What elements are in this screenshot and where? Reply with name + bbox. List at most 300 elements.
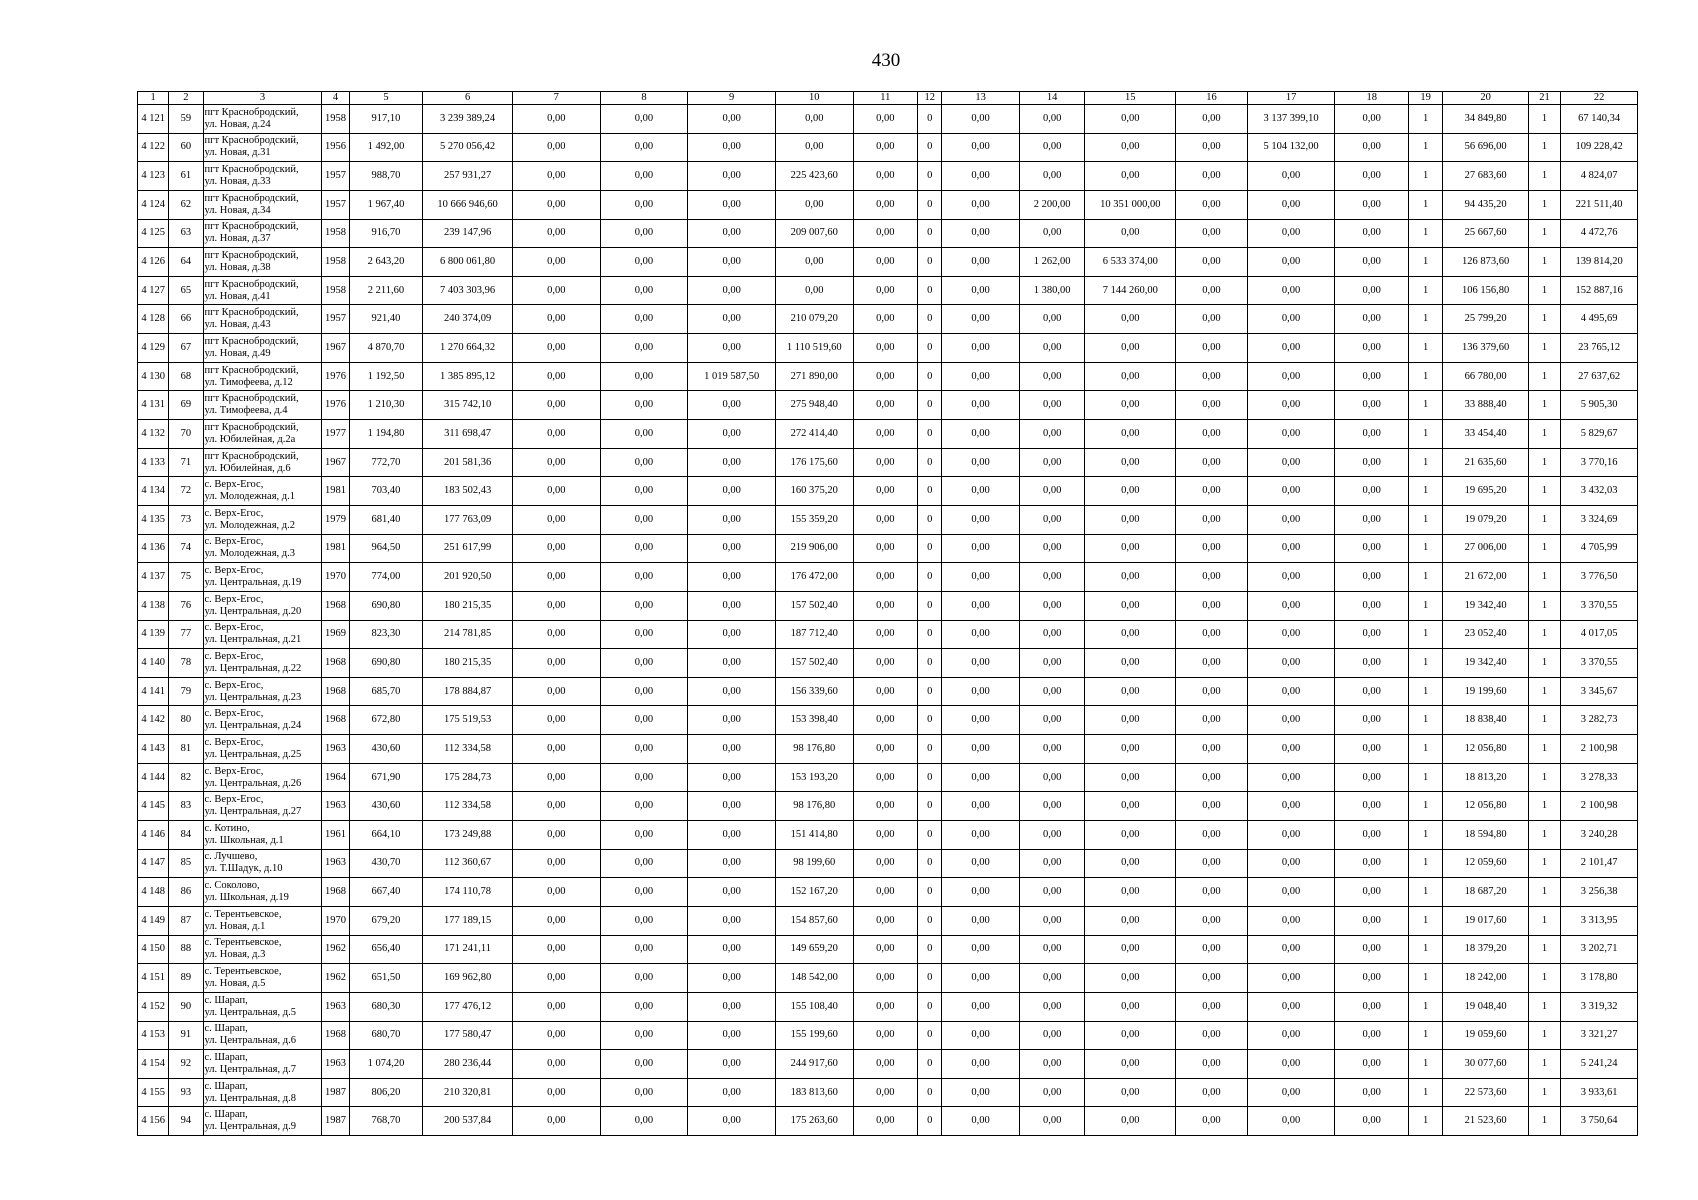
table-cell-col-16: 0,00 [1176, 792, 1248, 821]
table-cell-col-6: 177 476,12 [423, 992, 513, 1021]
table-cell-col-22: 221 511,40 [1561, 190, 1638, 219]
table-cell-col-8: 0,00 [600, 964, 688, 993]
table-row [138, 1050, 1638, 1079]
table-cell-col-18: 0,00 [1335, 162, 1409, 191]
table-cell-col-16: 0,00 [1176, 849, 1248, 878]
address-cell [203, 763, 322, 792]
address-line: с. Терентьевское, [204, 937, 282, 949]
table-cell-col-16: 0,00 [1176, 219, 1248, 248]
table-row [138, 878, 1638, 907]
table-cell-col-19: 1 [1408, 763, 1442, 792]
table-cell-col-20: 25 667,60 [1443, 219, 1529, 248]
table-cell-col-1: 4 151 [138, 964, 169, 993]
table-cell-col-9: 0,00 [688, 190, 776, 219]
table-cell-col-10: 98 176,80 [776, 735, 854, 764]
table-cell-col-19: 1 [1408, 706, 1442, 735]
table-cell-col-21: 1 [1528, 563, 1560, 592]
table-cell-col-12: 0 [918, 706, 942, 735]
table-cell-col-22: 3 319,32 [1561, 992, 1638, 1021]
table-cell-col-15: 0,00 [1085, 677, 1176, 706]
table-cell-col-18: 0,00 [1335, 420, 1409, 449]
address-line: с. Терентьевское, [204, 908, 282, 920]
table-cell-col-20: 34 849,80 [1443, 105, 1529, 134]
table-cell-col-4: 1958 [322, 276, 349, 305]
column-header-6: 6 [423, 92, 513, 105]
table-cell-col-10: 183 813,60 [776, 1078, 854, 1107]
table-cell-col-19: 1 [1408, 1107, 1442, 1136]
address-line: с. Верх-Егос, [204, 479, 264, 491]
table-cell-col-16: 0,00 [1176, 190, 1248, 219]
table-cell-col-9: 0,00 [688, 105, 776, 134]
table-cell-col-4: 1963 [322, 792, 349, 821]
table-cell-col-10: 152 167,20 [776, 878, 854, 907]
table-cell-col-17: 0,00 [1247, 735, 1335, 764]
table-cell-col-9: 0,00 [688, 563, 776, 592]
address-cell [203, 935, 322, 964]
table-cell-col-5: 964,50 [349, 534, 423, 563]
table-cell-col-1: 4 124 [138, 190, 169, 219]
table-cell-col-6: 175 519,53 [423, 706, 513, 735]
address-line: ул. Новая, д.24 [204, 118, 271, 130]
table-cell-col-18: 0,00 [1335, 906, 1409, 935]
column-header-11: 11 [853, 92, 918, 105]
address-cell [203, 992, 322, 1021]
table-cell-col-20: 136 379,60 [1443, 334, 1529, 363]
table-cell-col-8: 0,00 [600, 133, 688, 162]
table-cell-col-21: 1 [1528, 276, 1560, 305]
table-cell-col-4: 1976 [322, 362, 349, 391]
address-line: с. Верх-Егос, [204, 794, 264, 806]
table-cell-col-15: 0,00 [1085, 563, 1176, 592]
table-cell-col-12: 0 [918, 763, 942, 792]
table-cell-col-13: 0,00 [942, 162, 1020, 191]
table-cell-col-18: 0,00 [1335, 591, 1409, 620]
table-cell-col-7: 0,00 [512, 1107, 600, 1136]
table-cell-col-17: 0,00 [1247, 362, 1335, 391]
table-cell-col-4: 1976 [322, 391, 349, 420]
table-cell-col-17: 0,00 [1247, 391, 1335, 420]
address-cell [203, 906, 322, 935]
table-row [138, 1107, 1638, 1136]
table-cell-col-11: 0,00 [853, 821, 918, 850]
table-cell-col-19: 1 [1408, 649, 1442, 678]
table-cell-col-6: 201 920,50 [423, 563, 513, 592]
table-cell-col-18: 0,00 [1335, 477, 1409, 506]
table-cell-col-5: 921,40 [349, 305, 423, 334]
table-cell-col-7: 0,00 [512, 248, 600, 277]
table-cell-col-19: 1 [1408, 591, 1442, 620]
table-cell-col-16: 0,00 [1176, 964, 1248, 993]
address-cell [203, 248, 322, 277]
table-cell-col-21: 1 [1528, 620, 1560, 649]
table-cell-col-10: 272 414,40 [776, 420, 854, 449]
table-cell-col-9: 0,00 [688, 735, 776, 764]
table-cell-col-13: 0,00 [942, 420, 1020, 449]
table-cell-col-17: 0,00 [1247, 706, 1335, 735]
table-cell-col-2: 77 [169, 620, 203, 649]
table-row [138, 162, 1638, 191]
table-cell-col-10: 156 339,60 [776, 677, 854, 706]
address-cell [203, 162, 322, 191]
table-cell-col-20: 30 077,60 [1443, 1050, 1529, 1079]
table-cell-col-17: 0,00 [1247, 763, 1335, 792]
table-cell-col-14: 0,00 [1019, 849, 1085, 878]
table-cell-col-18: 0,00 [1335, 992, 1409, 1021]
table-cell-col-2: 64 [169, 248, 203, 277]
table-cell-col-16: 0,00 [1176, 1021, 1248, 1050]
table-cell-col-15: 0,00 [1085, 105, 1176, 134]
table-cell-col-4: 1981 [322, 534, 349, 563]
table-cell-col-20: 18 813,20 [1443, 763, 1529, 792]
table-cell-col-11: 0,00 [853, 448, 918, 477]
table-cell-col-1: 4 143 [138, 735, 169, 764]
address-line: с. Верх-Егос, [204, 679, 264, 691]
table-cell-col-16: 0,00 [1176, 362, 1248, 391]
table-cell-col-22: 109 228,42 [1561, 133, 1638, 162]
table-cell-col-11: 0,00 [853, 420, 918, 449]
table-cell-col-22: 3 933,61 [1561, 1078, 1638, 1107]
table-cell-col-6: 174 110,78 [423, 878, 513, 907]
table-cell-col-18: 0,00 [1335, 763, 1409, 792]
address-line: пгт Краснобродский, [204, 393, 299, 405]
table-cell-col-7: 0,00 [512, 505, 600, 534]
table-cell-col-21: 1 [1528, 1050, 1560, 1079]
table-cell-col-13: 0,00 [942, 591, 1020, 620]
table-cell-col-20: 19 342,40 [1443, 649, 1529, 678]
table-cell-col-2: 88 [169, 935, 203, 964]
table-cell-col-20: 23 052,40 [1443, 620, 1529, 649]
table-cell-col-15: 0,00 [1085, 420, 1176, 449]
table-cell-col-12: 0 [918, 878, 942, 907]
table-cell-col-20: 21 635,60 [1443, 448, 1529, 477]
table-cell-col-4: 1968 [322, 649, 349, 678]
table-row [138, 620, 1638, 649]
table-cell-col-14: 0,00 [1019, 162, 1085, 191]
table-cell-col-7: 0,00 [512, 190, 600, 219]
table-cell-col-13: 0,00 [942, 735, 1020, 764]
table-cell-col-15: 0,00 [1085, 534, 1176, 563]
address-line: с. Шарап, [204, 1023, 248, 1035]
table-row [138, 1021, 1638, 1050]
table-cell-col-15: 0,00 [1085, 133, 1176, 162]
table-row [138, 935, 1638, 964]
table-cell-col-20: 12 059,60 [1443, 849, 1529, 878]
table-cell-col-15: 0,00 [1085, 763, 1176, 792]
table-cell-col-7: 0,00 [512, 992, 600, 1021]
table-cell-col-4: 1962 [322, 964, 349, 993]
table-cell-col-19: 1 [1408, 505, 1442, 534]
table-cell-col-18: 0,00 [1335, 276, 1409, 305]
address-line: с. Терентьевское, [204, 966, 282, 978]
table-cell-col-7: 0,00 [512, 362, 600, 391]
table-cell-col-5: 671,90 [349, 763, 423, 792]
table-cell-col-18: 0,00 [1335, 534, 1409, 563]
table-cell-col-1: 4 121 [138, 105, 169, 134]
address-line: ул. Новая, д.1 [204, 920, 266, 932]
table-cell-col-22: 3 324,69 [1561, 505, 1638, 534]
table-cell-col-9: 0,00 [688, 620, 776, 649]
table-cell-col-15: 0,00 [1085, 448, 1176, 477]
table-cell-col-2: 66 [169, 305, 203, 334]
table-cell-col-9: 0,00 [688, 964, 776, 993]
table-cell-col-18: 0,00 [1335, 849, 1409, 878]
table-cell-col-18: 0,00 [1335, 821, 1409, 850]
table-row [138, 677, 1638, 706]
table-cell-col-22: 152 887,16 [1561, 276, 1638, 305]
table-cell-col-19: 1 [1408, 334, 1442, 363]
table-cell-col-9: 0,00 [688, 591, 776, 620]
table-cell-col-19: 1 [1408, 477, 1442, 506]
table-cell-col-7: 0,00 [512, 305, 600, 334]
table-cell-col-12: 0 [918, 935, 942, 964]
table-cell-col-20: 18 687,20 [1443, 878, 1529, 907]
table-cell-col-18: 0,00 [1335, 1050, 1409, 1079]
table-cell-col-8: 0,00 [600, 735, 688, 764]
table-cell-col-5: 690,80 [349, 649, 423, 678]
table-cell-col-5: 1 192,50 [349, 362, 423, 391]
table-cell-col-14: 0,00 [1019, 448, 1085, 477]
table-cell-col-6: 177 189,15 [423, 906, 513, 935]
table-cell-col-12: 0 [918, 248, 942, 277]
table-cell-col-16: 0,00 [1176, 1050, 1248, 1079]
table-cell-col-13: 0,00 [942, 276, 1020, 305]
table-cell-col-8: 0,00 [600, 677, 688, 706]
table-cell-col-14: 0,00 [1019, 1021, 1085, 1050]
table-cell-col-22: 4 824,07 [1561, 162, 1638, 191]
table-cell-col-15: 0,00 [1085, 849, 1176, 878]
table-cell-col-4: 1957 [322, 305, 349, 334]
table-cell-col-18: 0,00 [1335, 248, 1409, 277]
table-cell-col-13: 0,00 [942, 248, 1020, 277]
table-cell-col-19: 1 [1408, 906, 1442, 935]
table-cell-col-20: 33 454,40 [1443, 420, 1529, 449]
table-cell-col-5: 988,70 [349, 162, 423, 191]
table-cell-col-15: 0,00 [1085, 477, 1176, 506]
table-cell-col-7: 0,00 [512, 935, 600, 964]
table-cell-col-17: 0,00 [1247, 190, 1335, 219]
table-cell-col-18: 0,00 [1335, 677, 1409, 706]
table-cell-col-14: 0,00 [1019, 505, 1085, 534]
table-cell-col-13: 0,00 [942, 792, 1020, 821]
table-cell-col-8: 0,00 [600, 190, 688, 219]
table-cell-col-16: 0,00 [1176, 477, 1248, 506]
table-cell-col-6: 178 884,87 [423, 677, 513, 706]
table-cell-col-4: 1957 [322, 190, 349, 219]
table-cell-col-11: 0,00 [853, 305, 918, 334]
table-cell-col-17: 0,00 [1247, 906, 1335, 935]
address-line: ул. Т.Шадук, д.10 [204, 863, 283, 875]
address-line: ул. Новая, д.41 [204, 290, 271, 302]
table-row [138, 305, 1638, 334]
table-cell-col-21: 1 [1528, 334, 1560, 363]
table-cell-col-9: 0,00 [688, 420, 776, 449]
table-cell-col-9: 0,00 [688, 677, 776, 706]
table-cell-col-16: 0,00 [1176, 133, 1248, 162]
address-line: пгт Краснобродский, [204, 335, 299, 347]
table-cell-col-14: 0,00 [1019, 906, 1085, 935]
table-cell-col-13: 0,00 [942, 992, 1020, 1021]
table-cell-col-7: 0,00 [512, 906, 600, 935]
table-cell-col-11: 0,00 [853, 735, 918, 764]
table-cell-col-19: 1 [1408, 563, 1442, 592]
table-cell-col-8: 0,00 [600, 276, 688, 305]
table-cell-col-20: 126 873,60 [1443, 248, 1529, 277]
table-cell-col-10: 275 948,40 [776, 391, 854, 420]
table-cell-col-7: 0,00 [512, 735, 600, 764]
table-cell-col-11: 0,00 [853, 906, 918, 935]
address-cell [203, 105, 322, 134]
table-cell-col-21: 1 [1528, 906, 1560, 935]
table-cell-col-10: 151 414,80 [776, 821, 854, 850]
table-cell-col-4: 1963 [322, 849, 349, 878]
table-cell-col-20: 66 780,00 [1443, 362, 1529, 391]
address-cell [203, 334, 322, 363]
table-cell-col-11: 0,00 [853, 591, 918, 620]
table-cell-col-2: 79 [169, 677, 203, 706]
table-cell-col-6: 10 666 946,60 [423, 190, 513, 219]
table-cell-col-16: 0,00 [1176, 878, 1248, 907]
table-cell-col-6: 3 239 389,24 [423, 105, 513, 134]
table-cell-col-20: 18 379,20 [1443, 935, 1529, 964]
table-cell-col-9: 0,00 [688, 992, 776, 1021]
table-cell-col-18: 0,00 [1335, 1021, 1409, 1050]
table-cell-col-19: 1 [1408, 219, 1442, 248]
table-cell-col-14: 0,00 [1019, 362, 1085, 391]
table-cell-col-2: 63 [169, 219, 203, 248]
table-cell-col-16: 0,00 [1176, 448, 1248, 477]
table-cell-col-16: 0,00 [1176, 706, 1248, 735]
table-row [138, 362, 1638, 391]
address-line: ул. Новая, д.38 [204, 262, 271, 274]
table-cell-col-16: 0,00 [1176, 420, 1248, 449]
table-cell-col-1: 4 152 [138, 992, 169, 1021]
table-cell-col-19: 1 [1408, 420, 1442, 449]
table-cell-col-19: 1 [1408, 677, 1442, 706]
table-cell-col-12: 0 [918, 964, 942, 993]
table-cell-col-14: 0,00 [1019, 706, 1085, 735]
table-cell-col-14: 1 262,00 [1019, 248, 1085, 277]
table-cell-col-6: 175 284,73 [423, 763, 513, 792]
table-cell-col-22: 3 370,55 [1561, 649, 1638, 678]
address-line: с. Шарап, [204, 1080, 248, 1092]
table-cell-col-21: 1 [1528, 362, 1560, 391]
address-line: ул. Центральная, д.26 [204, 777, 302, 789]
table-row [138, 190, 1638, 219]
table-cell-col-8: 0,00 [600, 706, 688, 735]
table-cell-col-11: 0,00 [853, 649, 918, 678]
table-cell-col-10: 149 659,20 [776, 935, 854, 964]
table-cell-col-12: 0 [918, 1107, 942, 1136]
table-cell-col-1: 4 149 [138, 906, 169, 935]
table-cell-col-21: 1 [1528, 162, 1560, 191]
table-cell-col-11: 0,00 [853, 276, 918, 305]
table-cell-col-11: 0,00 [853, 878, 918, 907]
table-cell-col-20: 19 199,60 [1443, 677, 1529, 706]
table-cell-col-20: 19 017,60 [1443, 906, 1529, 935]
table-cell-col-5: 430,60 [349, 792, 423, 821]
table-cell-col-15: 0,00 [1085, 305, 1176, 334]
table-cell-col-22: 27 637,62 [1561, 362, 1638, 391]
table-cell-col-14: 0,00 [1019, 477, 1085, 506]
table-cell-col-14: 0,00 [1019, 305, 1085, 334]
table-cell-col-12: 0 [918, 906, 942, 935]
table-cell-col-17: 0,00 [1247, 534, 1335, 563]
table-cell-col-16: 0,00 [1176, 534, 1248, 563]
table-cell-col-2: 78 [169, 649, 203, 678]
table-cell-col-9: 0,00 [688, 248, 776, 277]
address-line: ул. Молодежная, д.2 [204, 519, 296, 531]
table-cell-col-7: 0,00 [512, 706, 600, 735]
table-cell-col-12: 0 [918, 477, 942, 506]
table-cell-col-19: 1 [1408, 964, 1442, 993]
table-cell-col-7: 0,00 [512, 563, 600, 592]
table-cell-col-9: 0,00 [688, 305, 776, 334]
table-cell-col-1: 4 122 [138, 133, 169, 162]
table-row [138, 505, 1638, 534]
table-cell-col-15: 0,00 [1085, 1050, 1176, 1079]
table-cell-col-19: 1 [1408, 534, 1442, 563]
address-line: с. Шарап, [204, 1051, 248, 1063]
table-cell-col-20: 19 695,20 [1443, 477, 1529, 506]
table-cell-col-15: 0,00 [1085, 219, 1176, 248]
table-cell-col-2: 76 [169, 591, 203, 620]
address-cell [203, 477, 322, 506]
table-cell-col-10: 98 176,80 [776, 792, 854, 821]
address-line: ул. Центральная, д.6 [204, 1035, 296, 1047]
table-cell-col-20: 33 888,40 [1443, 391, 1529, 420]
table-cell-col-1: 4 135 [138, 505, 169, 534]
address-line: ул. Новая, д.5 [204, 978, 266, 990]
address-line: с. Верх-Егос, [204, 622, 264, 634]
table-cell-col-9: 0,00 [688, 878, 776, 907]
address-line: с. Шарап, [204, 1109, 248, 1121]
table-cell-col-22: 3 202,71 [1561, 935, 1638, 964]
table-cell-col-6: 280 236,44 [423, 1050, 513, 1079]
table-cell-col-19: 1 [1408, 133, 1442, 162]
table-cell-col-14: 0,00 [1019, 534, 1085, 563]
table-cell-col-16: 0,00 [1176, 105, 1248, 134]
table-cell-col-17: 0,00 [1247, 591, 1335, 620]
table-cell-col-10: 0,00 [776, 248, 854, 277]
table-cell-col-13: 0,00 [942, 219, 1020, 248]
table-cell-col-5: 768,70 [349, 1107, 423, 1136]
address-line: ул. Новая, д.43 [204, 319, 271, 331]
table-cell-col-14: 0,00 [1019, 992, 1085, 1021]
table-cell-col-21: 1 [1528, 105, 1560, 134]
table-cell-col-7: 0,00 [512, 964, 600, 993]
column-header-15: 15 [1085, 92, 1176, 105]
table-cell-col-5: 430,70 [349, 849, 423, 878]
table-cell-col-17: 0,00 [1247, 849, 1335, 878]
address-line: пгт Краснобродский, [204, 221, 299, 233]
table-cell-col-1: 4 129 [138, 334, 169, 363]
table-cell-col-10: 209 007,60 [776, 219, 854, 248]
table-cell-col-13: 0,00 [942, 334, 1020, 363]
table-cell-col-8: 0,00 [600, 505, 688, 534]
address-line: ул. Центральная, д.8 [204, 1092, 296, 1104]
table-cell-col-17: 0,00 [1247, 305, 1335, 334]
table-cell-col-7: 0,00 [512, 420, 600, 449]
address-cell [203, 276, 322, 305]
table-row [138, 248, 1638, 277]
column-header-5: 5 [349, 92, 423, 105]
table-cell-col-19: 1 [1408, 1021, 1442, 1050]
table-cell-col-14: 0,00 [1019, 763, 1085, 792]
table-cell-col-16: 0,00 [1176, 821, 1248, 850]
table-cell-col-6: 210 320,81 [423, 1078, 513, 1107]
table-cell-col-7: 0,00 [512, 763, 600, 792]
table-cell-col-17: 0,00 [1247, 448, 1335, 477]
